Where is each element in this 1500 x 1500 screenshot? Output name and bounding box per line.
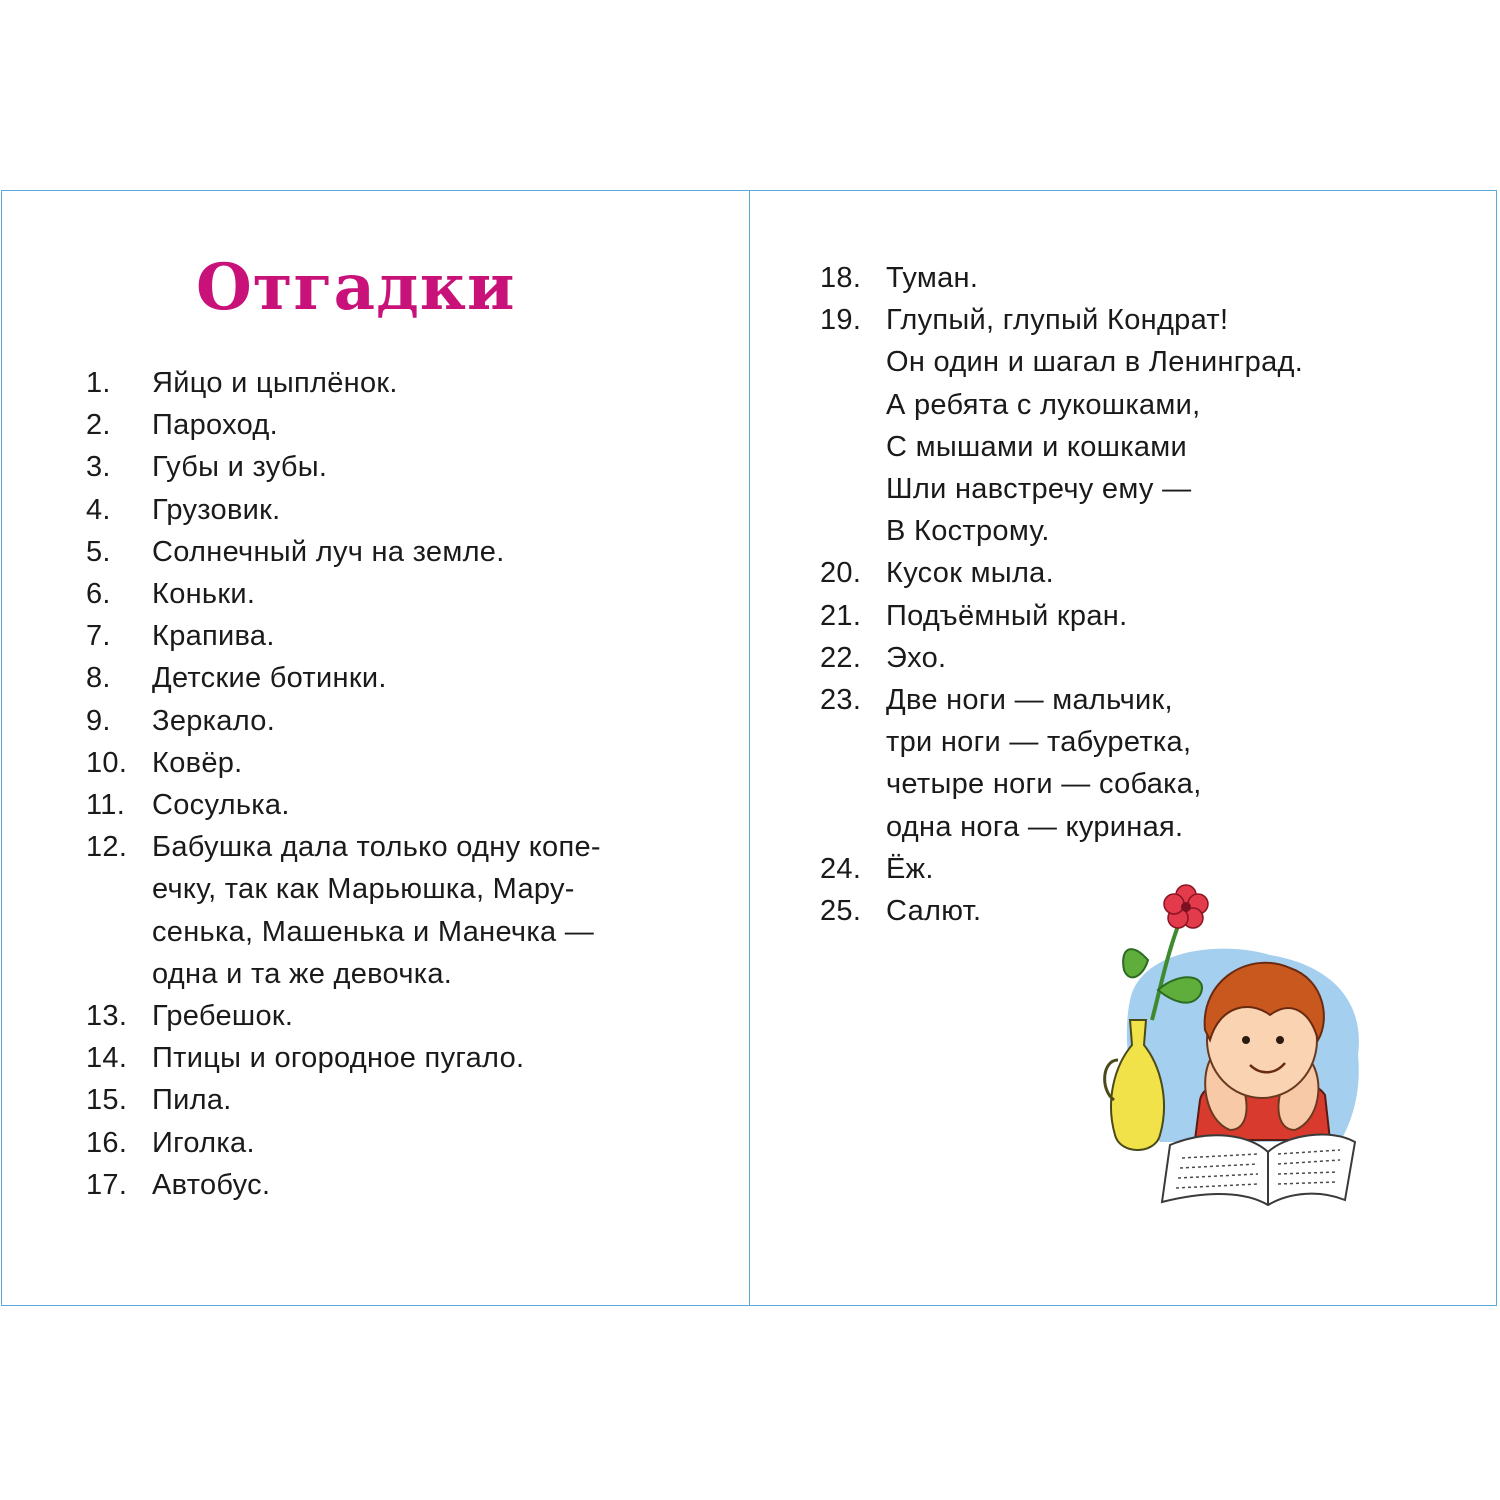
answer-number: 7.	[86, 620, 111, 653]
answer-number: 8.	[86, 662, 111, 695]
answer-text: Салют.	[886, 895, 982, 928]
answer-text: Грузовик.	[152, 493, 281, 526]
boy-eye	[1276, 1036, 1284, 1044]
answer-item	[820, 552, 1460, 594]
answer-text: Подъёмный кран.	[886, 599, 1128, 632]
answer-text: Кусок мыла.	[886, 557, 1054, 590]
answer-item	[86, 1037, 706, 1079]
answer-item	[820, 679, 1460, 848]
answer-number: 23.	[820, 684, 862, 717]
answer-text: Солнечный луч на земле.	[152, 535, 505, 568]
answer-text: Две ноги — мальчик, три ноги — табуретка, четыре ноги — собака, одна нога — куриная.	[886, 684, 1202, 843]
answer-text: Зеркало.	[152, 704, 276, 737]
answer-number: 13.	[86, 1000, 128, 1033]
answer-number: 3.	[86, 451, 111, 484]
answer-text: Иголка.	[152, 1126, 255, 1159]
answer-number: 14.	[86, 1042, 128, 1075]
answer-item	[820, 637, 1460, 679]
answer-number: 5.	[86, 535, 111, 568]
answer-number: 21.	[820, 599, 862, 632]
answer-item	[86, 1079, 706, 1121]
answer-item	[86, 362, 706, 404]
answer-item	[86, 489, 706, 531]
answer-number: 22.	[820, 641, 862, 674]
answer-item	[86, 404, 706, 446]
answer-item	[86, 700, 706, 742]
answer-text: Пила.	[152, 1084, 232, 1117]
answer-item	[86, 826, 706, 995]
answer-text: Коньки.	[152, 578, 256, 611]
flower-leaf-icon	[1123, 949, 1148, 977]
answer-number: 19.	[820, 304, 862, 337]
answer-number: 18.	[820, 262, 862, 294]
answer-item	[86, 657, 706, 699]
open-book-icon	[1162, 1135, 1355, 1205]
answer-item	[86, 615, 706, 657]
answers-list-right	[820, 257, 1460, 932]
answer-number: 17.	[86, 1168, 128, 1201]
answer-number: 9.	[86, 704, 111, 737]
answer-number: 2.	[86, 409, 111, 442]
answer-item	[86, 573, 706, 615]
boy-eye	[1242, 1036, 1250, 1044]
answer-item	[86, 1122, 706, 1164]
answer-item	[820, 257, 1460, 299]
answer-text: Детские ботинки.	[152, 662, 387, 695]
answer-text: Яйцо и цыплёнок.	[152, 367, 398, 399]
answer-item	[86, 995, 706, 1037]
answer-item	[820, 595, 1460, 637]
answer-number: 16.	[86, 1126, 128, 1159]
answer-number: 20.	[820, 557, 862, 590]
answer-item	[86, 784, 706, 826]
answer-text: Глупый, глупый Кондрат! Он один и шагал в Ленинград. А ребята с лукошками, С мышами и кошками Шли навстречу ему — В Кострому.	[886, 304, 1304, 548]
answer-number: 1.	[86, 367, 111, 399]
answer-text: Губы и зубы.	[152, 451, 328, 484]
answer-item	[86, 742, 706, 784]
answer-number: 11.	[86, 789, 126, 822]
answer-number: 10.	[86, 746, 128, 779]
answer-text: Ковёр.	[152, 746, 243, 779]
answer-number: 6.	[86, 578, 111, 611]
answer-item	[820, 299, 1460, 552]
page-title: Отгадки	[196, 250, 516, 325]
answer-text: Гребешок.	[152, 1000, 294, 1033]
answer-text: Крапива.	[152, 620, 275, 653]
answer-text: Ёж.	[886, 852, 934, 885]
answer-number: 25.	[820, 895, 862, 928]
answer-text: Автобус.	[152, 1168, 271, 1201]
answers-list-left	[86, 362, 706, 1206]
answer-item	[86, 446, 706, 488]
flower-icon	[1164, 885, 1208, 928]
answer-text: Туман.	[886, 262, 979, 294]
answer-number: 24.	[820, 852, 862, 885]
page-divider	[749, 190, 750, 1306]
answer-item	[86, 531, 706, 573]
answer-number: 15.	[86, 1084, 128, 1117]
answer-text: Эхо.	[886, 641, 947, 674]
answer-text: Птицы и огородное пугало.	[152, 1042, 525, 1075]
answer-item	[86, 1164, 706, 1206]
answer-text: Бабушка дала только одну копе- ечку, так как Марьюшка, Мару- сенька, Машенька и Манечка — одна и та же девочка.	[152, 831, 601, 990]
boy-reading-illustration	[1100, 880, 1370, 1220]
answer-number: 4.	[86, 493, 111, 526]
answer-text: Пароход.	[152, 409, 278, 442]
answer-text: Сосулька.	[152, 789, 290, 822]
answer-number: 12.	[86, 831, 128, 864]
